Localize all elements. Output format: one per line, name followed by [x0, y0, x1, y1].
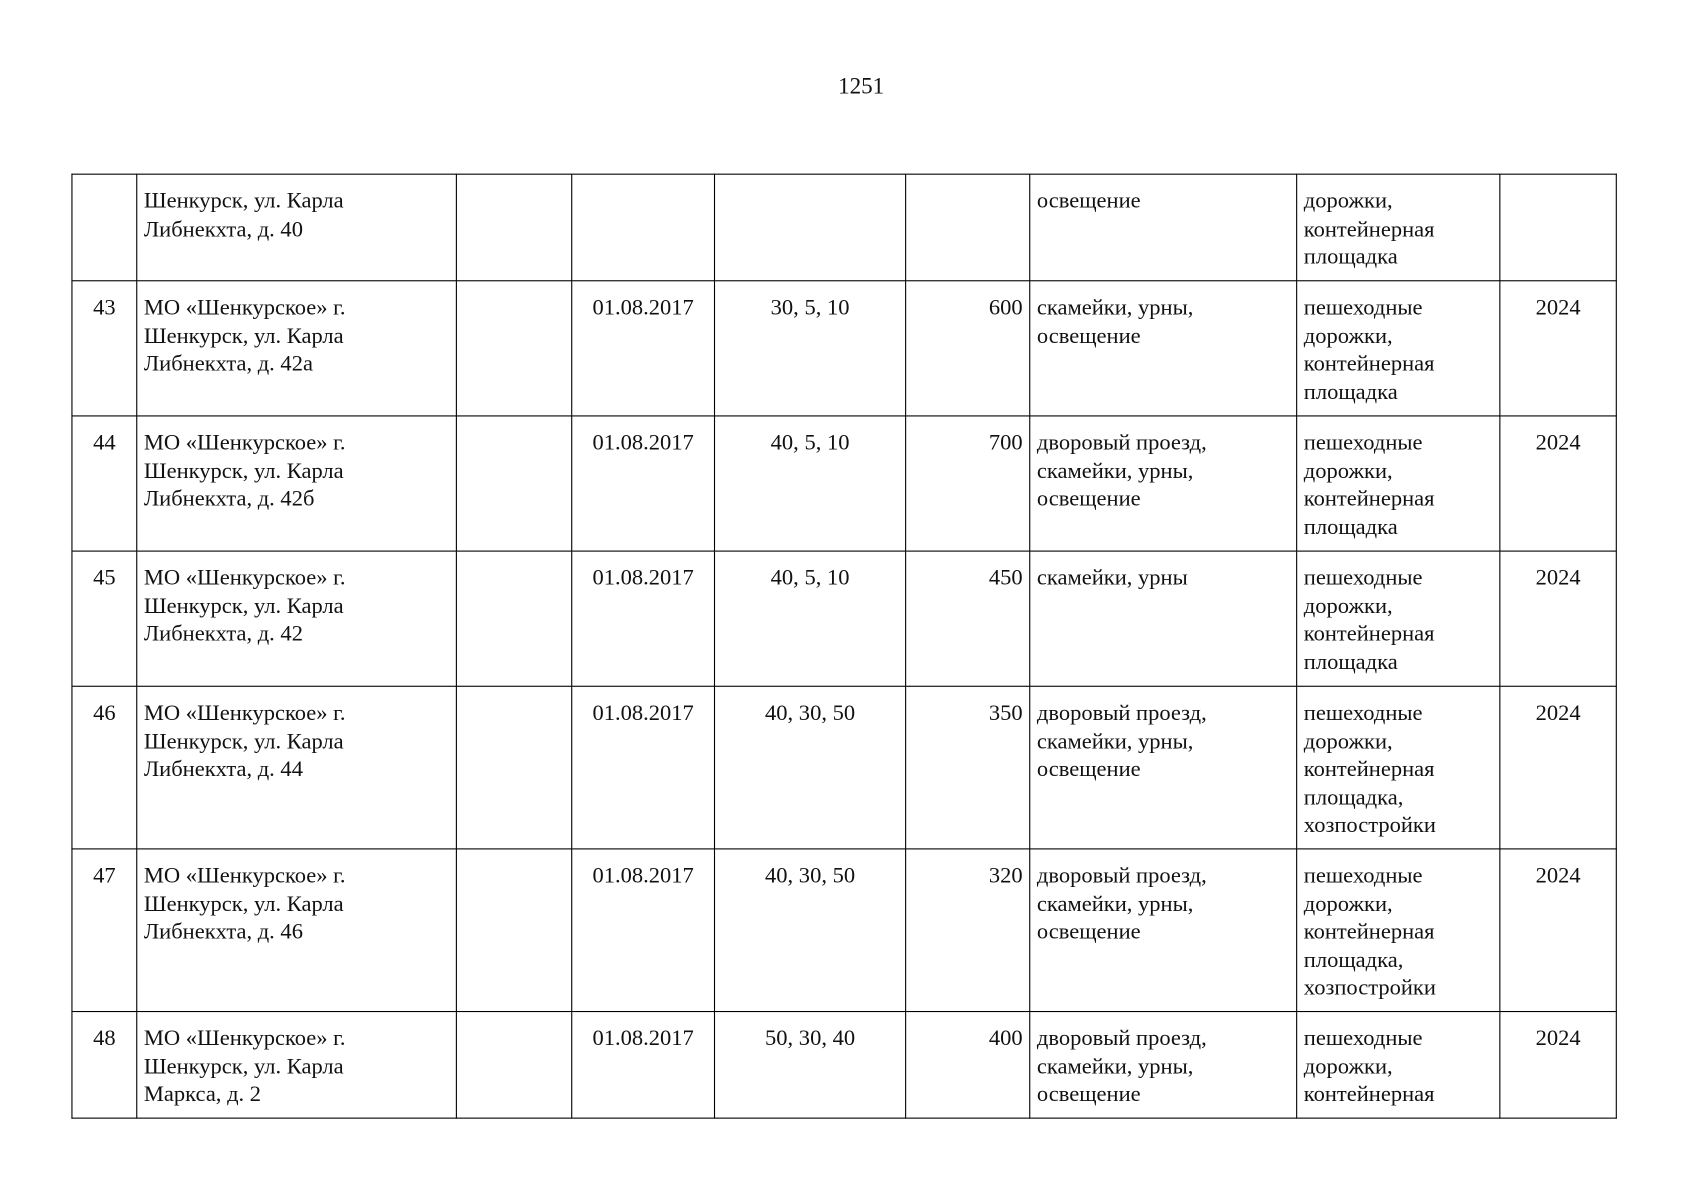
date-cell: 01.08.2017	[572, 1012, 715, 1119]
table-row	[72, 416, 1616, 551]
row-number-cell	[72, 174, 137, 281]
area-cell: 700	[906, 416, 1030, 551]
date-cell: 01.08.2017	[572, 849, 715, 1012]
minimal-works-cell: дворовый проезд, скамейки, урны, освещение	[1030, 849, 1297, 1012]
area-cell	[906, 174, 1030, 281]
additional-works-cell: пешеходные дорожки, контейнерная площадка	[1297, 281, 1500, 416]
additional-works-cell: пешеходные дорожки, контейнерная площадка, хозпостройки	[1297, 686, 1500, 849]
additional-works-cell: дорожки, контейнерная площадка	[1297, 174, 1500, 281]
year-cell: 2024	[1500, 1012, 1616, 1119]
table-row	[72, 849, 1616, 1012]
date-cell: 01.08.2017	[572, 551, 715, 686]
date-cell: 01.08.2017	[572, 281, 715, 416]
area-cell: 600	[906, 281, 1030, 416]
courtyard-registry-table	[71, 174, 1616, 1119]
additional-works-cell: пешеходные дорожки, контейнерная площадка	[1297, 416, 1500, 551]
minimal-works-cell: дворовый проезд, скамейки, урны, освещение	[1030, 416, 1297, 551]
dimensions-cell: 40, 5, 10	[715, 551, 906, 686]
year-cell: 2024	[1500, 551, 1616, 686]
address-cell: МО «Шенкурское» г. Шенкурск, ул. Карла Маркса, д. 2	[137, 1012, 457, 1119]
year-cell	[1500, 174, 1616, 281]
dimensions-cell: 50, 30, 40	[715, 1012, 906, 1119]
address-cell: МО «Шенкурское» г. Шенкурск, ул. Карла Либнекхта, д. 42а	[137, 281, 457, 416]
table-row	[72, 281, 1616, 416]
area-cell: 350	[906, 686, 1030, 849]
minimal-works-cell: освещение	[1030, 174, 1297, 281]
area-cell: 450	[906, 551, 1030, 686]
row-number-cell: 45	[72, 551, 137, 686]
address-cell: Шенкурск, ул. Карла Либнекхта, д. 40	[137, 174, 457, 281]
blank-cell	[456, 849, 571, 1012]
dimensions-cell: 40, 30, 50	[715, 849, 906, 1012]
dimensions-cell: 40, 5, 10	[715, 416, 906, 551]
address-cell: МО «Шенкурское» г. Шенкурск, ул. Карла Либнекхта, д. 42	[137, 551, 457, 686]
additional-works-cell: пешеходные дорожки, контейнерная площадка	[1297, 551, 1500, 686]
date-cell	[572, 174, 715, 281]
area-cell: 320	[906, 849, 1030, 1012]
year-cell: 2024	[1500, 416, 1616, 551]
date-cell: 01.08.2017	[572, 686, 715, 849]
additional-works-cell: пешеходные дорожки, контейнерная площадка, хозпостройки	[1297, 849, 1500, 1012]
blank-cell	[456, 416, 571, 551]
dimensions-cell	[715, 174, 906, 281]
table-row	[72, 1012, 1616, 1119]
blank-cell	[456, 281, 571, 416]
table-row	[72, 686, 1616, 849]
area-cell: 400	[906, 1012, 1030, 1119]
minimal-works-cell: дворовый проезд, скамейки, урны, освещение	[1030, 686, 1297, 849]
row-number-cell: 48	[72, 1012, 137, 1119]
minimal-works-cell: скамейки, урны, освещение	[1030, 281, 1297, 416]
year-cell: 2024	[1500, 849, 1616, 1012]
date-cell: 01.08.2017	[572, 416, 715, 551]
row-number-cell: 47	[72, 849, 137, 1012]
dimensions-cell: 40, 30, 50	[715, 686, 906, 849]
year-cell: 2024	[1500, 686, 1616, 849]
blank-cell	[456, 1012, 571, 1119]
address-cell: МО «Шенкурское» г. Шенкурск, ул. Карла Либнекхта, д. 44	[137, 686, 457, 849]
dimensions-cell: 30, 5, 10	[715, 281, 906, 416]
row-number-cell: 44	[72, 416, 137, 551]
minimal-works-cell: скамейки, урны	[1030, 551, 1297, 686]
blank-cell	[456, 686, 571, 849]
blank-cell	[456, 551, 571, 686]
year-cell: 2024	[1500, 281, 1616, 416]
row-number-cell: 46	[72, 686, 137, 849]
table-row	[72, 551, 1616, 686]
page-number: 1251	[838, 72, 885, 99]
additional-works-cell: пешеходные дорожки, контейнерная	[1297, 1012, 1500, 1119]
table-row	[72, 174, 1616, 281]
address-cell: МО «Шенкурское» г. Шенкурск, ул. Карла Либнекхта, д. 46	[137, 849, 457, 1012]
row-number-cell: 43	[72, 281, 137, 416]
minimal-works-cell: дворовый проезд, скамейки, урны, освещение	[1030, 1012, 1297, 1119]
address-cell: МО «Шенкурское» г. Шенкурск, ул. Карла Либнекхта, д. 42б	[137, 416, 457, 551]
blank-cell	[456, 174, 571, 281]
